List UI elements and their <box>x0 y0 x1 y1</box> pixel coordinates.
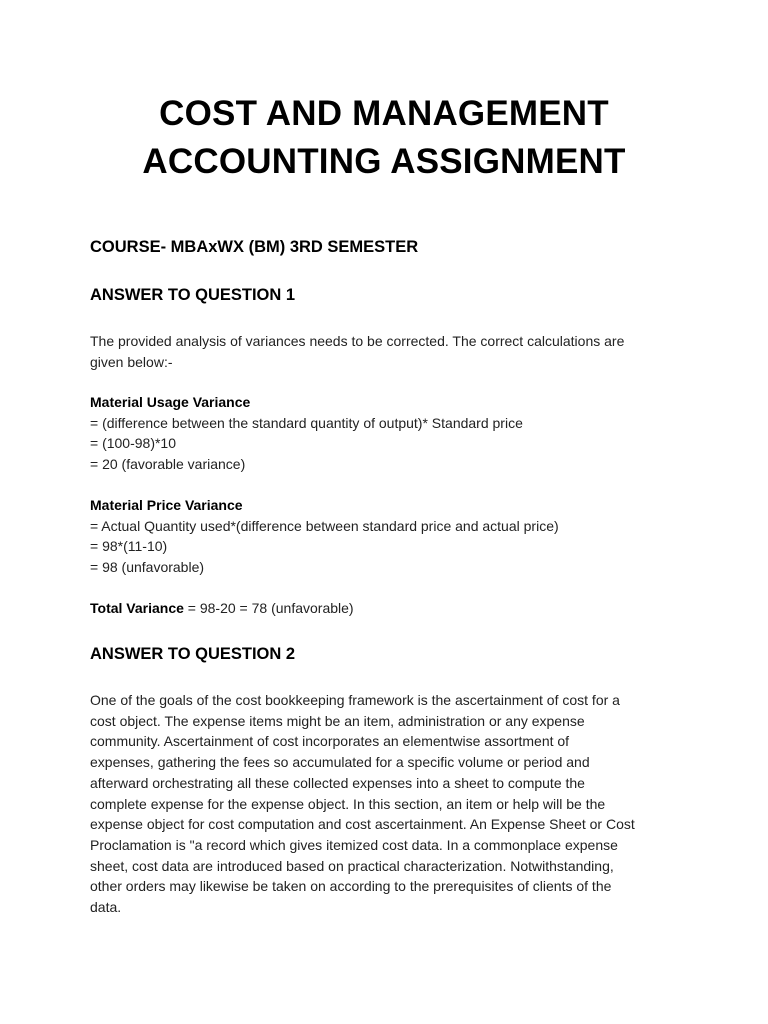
q2-paragraph <box>90 690 690 918</box>
material-price-variance-label: Material Price Variance <box>90 497 243 513</box>
q2-line: expense object for cost computation and cost ascertainment. An Expense Sheet or Cost <box>90 816 635 833</box>
material-price-variance-block <box>90 495 690 578</box>
q2-line: complete expense for the expense object. In this section, an item or help will be the <box>90 795 606 812</box>
q2-heading: ANSWER TO QUESTION 2 <box>90 645 296 663</box>
material-usage-variance-label: Material Usage Variance <box>90 394 251 410</box>
calc-line: = 98*(11-10) <box>90 538 168 555</box>
calc-line: = (100-98)*10 <box>90 435 177 452</box>
q2-line: data. <box>90 899 122 916</box>
q2-line: One of the goals of the cost bookkeeping framework is the ascertainment of cost for a <box>90 692 620 708</box>
calc-line: = Actual Quantity used*(difference between standard price and actual price) <box>90 517 559 534</box>
total-variance-line <box>90 598 690 619</box>
material-usage-variance-block <box>90 392 690 475</box>
q2-line: afterward orchestrating all these collected expenses into a sheet to compute the <box>90 774 585 791</box>
calc-line: = (difference between the standard quantity of output)* Standard price <box>90 414 523 431</box>
total-variance-label: Total Variance <box>90 600 184 616</box>
q1-intro-line: given below:- <box>90 353 173 370</box>
q2-line: Proclamation is "a record which gives itemized cost data. In a commonplace expense <box>90 836 618 853</box>
q2-line: cost object. The expense items might be an item, administration or any expense <box>90 712 585 729</box>
calc-line: = 98 (unfavorable) <box>90 559 205 576</box>
q2-line: other orders may likewise be taken on according to the prerequisites of clients of the <box>90 878 612 895</box>
calc-line: = 20 (favorable variance) <box>90 456 246 473</box>
q1-intro-line: The provided analysis of variances needs to be corrected. The correct calculations are <box>90 333 625 349</box>
q1-heading: ANSWER TO QUESTION 1 <box>90 286 296 304</box>
q2-line: sheet, cost data are introduced based on practical characterization. Notwithstanding, <box>90 857 614 874</box>
document-title-line-1: COST AND MANAGEMENT <box>159 94 609 133</box>
document-title-line-2: ACCOUNTING ASSIGNMENT <box>142 142 626 181</box>
q2-line: community. Ascertainment of cost incorporates an elementwise assortment of <box>90 733 570 750</box>
course-heading: COURSE- MBAxWX (BM) 3RD SEMESTER <box>90 238 419 256</box>
total-variance-value: = 98-20 = 78 (unfavorable) <box>183 600 354 616</box>
q2-line: expenses, gathering the fees so accumulated for a specific volume or period and <box>90 754 590 771</box>
q1-intro <box>90 331 690 372</box>
